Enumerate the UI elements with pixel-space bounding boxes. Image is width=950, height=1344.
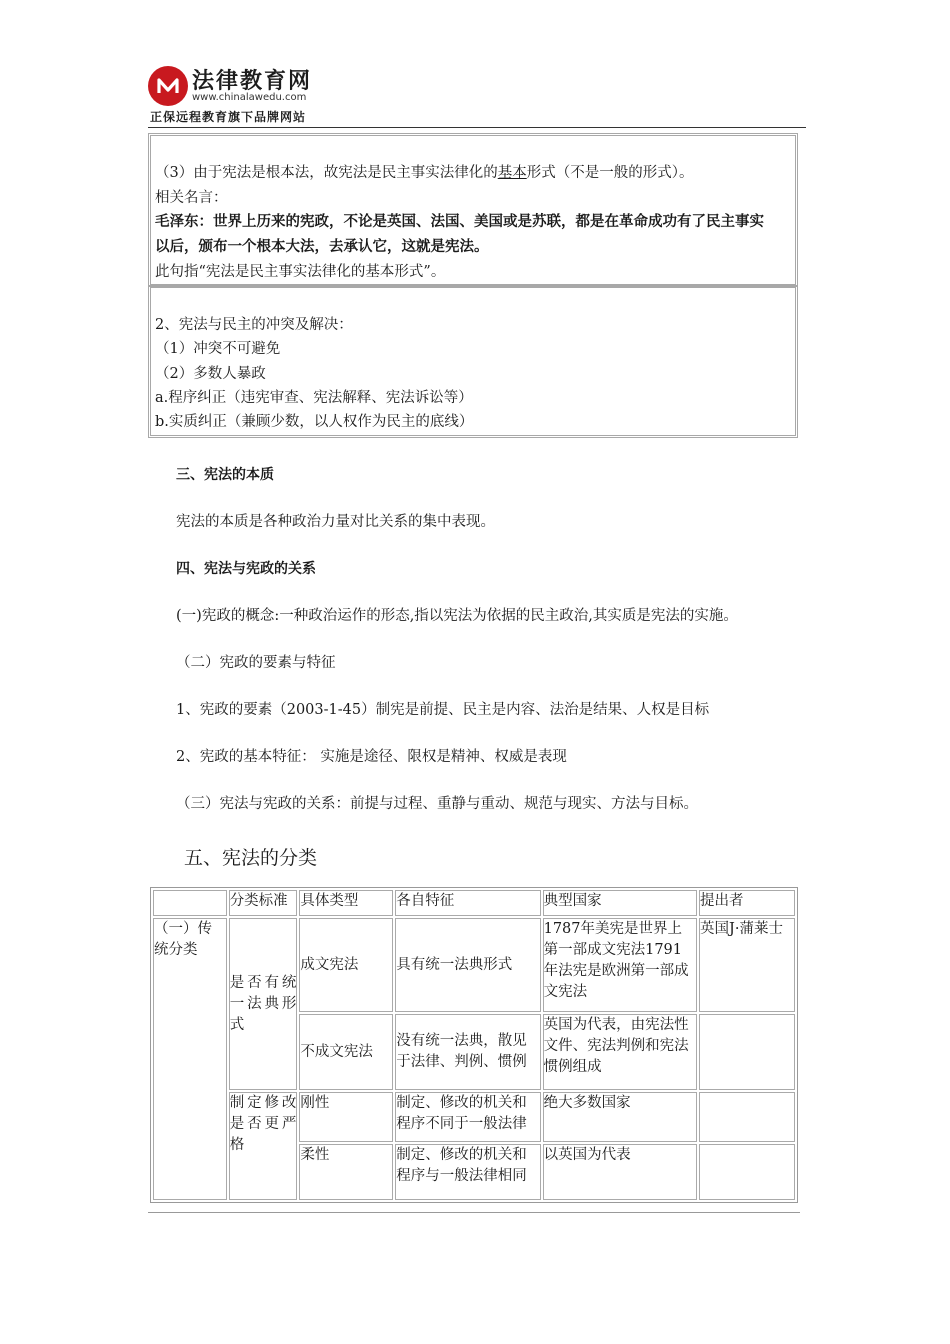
logo-emblem-icon bbox=[148, 66, 188, 106]
box2-line4: a.程序纠正（违宪审查、宪法解释、宪法诉讼等） bbox=[155, 390, 473, 406]
group-label-cell: （一）传统分类 bbox=[153, 918, 227, 1200]
feature-cell: 没有统一法典，散见于法律、判例、惯例 bbox=[395, 1014, 540, 1090]
feature-cell: 制定、修改的机关和程序不同于一般法律 bbox=[395, 1092, 540, 1142]
quote-box bbox=[148, 133, 798, 287]
country-cell: 1787年美宪是世界上第一部成文宪法1791年法宪是欧洲第一部成文宪法 bbox=[543, 918, 697, 1012]
table-header-cell bbox=[153, 890, 227, 916]
proposer-cell: 英国J·蒲莱士 bbox=[699, 918, 795, 1012]
empty-cell bbox=[699, 1014, 795, 1090]
site-url: www.chinalawedu.com bbox=[192, 92, 307, 103]
site-logo[interactable] bbox=[148, 62, 328, 124]
country-cell: 英国为代表，由宪法性文件、宪法判例和宪法惯例组成 bbox=[543, 1014, 697, 1090]
section4-heading: 四、宪法与宪政的关系 bbox=[176, 561, 316, 577]
table-header-row bbox=[153, 890, 795, 916]
feature-cell: 制定、修改的机关和程序与一般法律相同 bbox=[395, 1144, 540, 1200]
conflict-box bbox=[148, 285, 798, 438]
criterion-cell: 是否有统一法典形式 bbox=[229, 918, 298, 1090]
type-cell: 不成文宪法 bbox=[299, 1014, 393, 1090]
quote-text: 世界上历来的宪政，不论是英国、法国、美国或是苏联，都是在革命成功有了民主事实 bbox=[213, 213, 764, 230]
country-cell: 以英国为代表 bbox=[543, 1144, 697, 1200]
feature-cell: 具有统一法典形式 bbox=[395, 918, 540, 1012]
section4-p3: 1、宪政的要素（2003-1-45）制宪是前提、民主是内容、法治是结果、人权是目标 bbox=[176, 702, 710, 718]
country-cell: 绝大多数国家 bbox=[543, 1092, 697, 1142]
page-cut-line bbox=[148, 1212, 800, 1213]
box2-line3: （2）多数人暴政 bbox=[155, 366, 266, 382]
box1-line3 bbox=[155, 212, 764, 232]
site-name: 法律教育网 bbox=[192, 69, 313, 94]
section4-p2: （二）宪政的要素与特征 bbox=[176, 655, 336, 671]
table-header-cell: 分类标准 bbox=[229, 890, 298, 916]
type-cell: 刚性 bbox=[299, 1092, 393, 1142]
type-cell: 柔性 bbox=[299, 1144, 393, 1200]
section4-p5: （三）宪法与宪政的关系：前提与过程、重静与重动、规范与现实、方法与目标。 bbox=[176, 796, 698, 812]
box2-line1: 2、宪法与民主的冲突及解决： bbox=[155, 317, 353, 333]
table-row bbox=[153, 918, 795, 1012]
box1-line1-pre: （3）由于宪法是根本法，故宪法是民主事实法律化的 bbox=[155, 165, 498, 181]
site-slogan: 正保远程教育旗下品牌网站 bbox=[150, 110, 307, 124]
criterion-cell: 制定修改是否更严格 bbox=[229, 1092, 298, 1200]
empty-cell bbox=[699, 1092, 795, 1142]
table-header-cell: 各自特征 bbox=[395, 890, 540, 916]
section5-heading: 五、宪法的分类 bbox=[184, 847, 318, 869]
table-row bbox=[153, 1092, 795, 1142]
table-header-cell: 典型国家 bbox=[543, 890, 697, 916]
section3-heading: 三、宪法的本质 bbox=[176, 467, 274, 483]
table-header-cell: 提出者 bbox=[699, 890, 795, 916]
box1-line4: 以后，颁布一个根本大法，去承认它，这就是宪法。 bbox=[155, 238, 489, 255]
box1-line1-post: 形式（不是一般的形式）。 bbox=[526, 165, 694, 181]
section4-p1: (一)宪政的概念:一种政治运作的形态,指以宪法为依据的民主政治,其实质是宪法的实施。 bbox=[176, 608, 738, 624]
quote-speaker: 毛泽东： bbox=[155, 213, 213, 230]
classification-table bbox=[150, 887, 798, 1203]
box1-line2: 相关名言： bbox=[155, 190, 228, 206]
section3-text: 宪法的本质是各种政治力量对比关系的集中表现。 bbox=[176, 514, 495, 530]
table-header-cell: 具体类型 bbox=[299, 890, 393, 916]
box2-line5: b.实质纠正（兼顾少数，以人权作为民主的底线） bbox=[155, 414, 474, 430]
header-divider bbox=[148, 127, 806, 128]
empty-cell bbox=[699, 1144, 795, 1200]
section4-p4: 2、宪政的基本特征： 实施是途径、限权是精神、权威是表现 bbox=[176, 749, 567, 765]
box1-line1 bbox=[155, 163, 693, 183]
type-cell: 成文宪法 bbox=[299, 918, 393, 1012]
box2-line2: （1）冲突不可避免 bbox=[155, 341, 281, 357]
box1-line5: 此句指“宪法是民主事实法律化的基本形式”。 bbox=[155, 264, 446, 280]
underlined-term: 基本 bbox=[497, 165, 527, 181]
